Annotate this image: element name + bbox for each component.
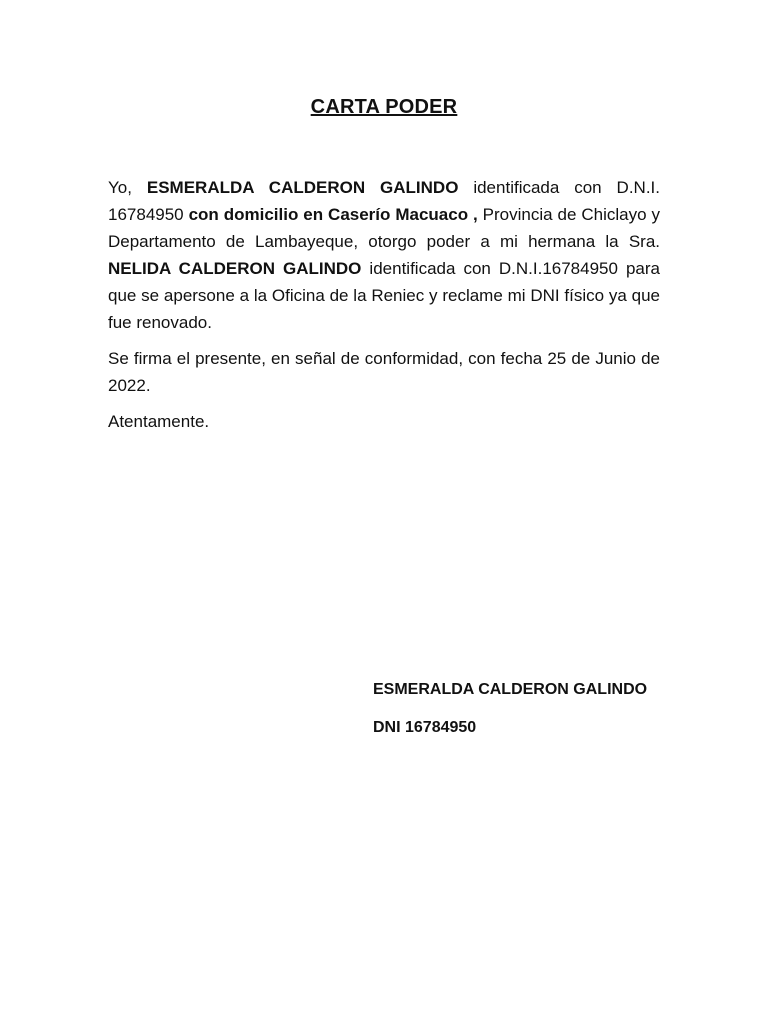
grantee-name: NELIDA CALDERON GALINDO bbox=[108, 259, 362, 278]
text-segment: identificada con D.N.I. 16784950 bbox=[108, 178, 660, 224]
paragraph-power-of-attorney bbox=[108, 174, 660, 336]
grantor-name: ESMERALDA CALDERON GALINDO bbox=[146, 178, 459, 197]
document-body bbox=[108, 174, 660, 435]
signature-block bbox=[373, 678, 647, 740]
text-segment: Yo, bbox=[108, 178, 147, 197]
text-segment: identificada con D.N.I.16784950 para que se apersone a la Oficina de la Reniec y reclame mi DNI físico ya que fue renovado. bbox=[108, 259, 660, 332]
document-title: CARTA PODER bbox=[310, 96, 458, 118]
signature-name: ESMERALDA CALDERON GALINDO bbox=[373, 681, 648, 698]
paragraph-signing-date: Se firma el presente, en señal de conformidad, con fecha 25 de Junio de 2022. bbox=[108, 349, 660, 395]
address-phrase: con domicilio en Caserío Macuaco , bbox=[188, 205, 478, 224]
signature-dni: DNI 16784950 bbox=[373, 719, 477, 736]
closing-text: Atentamente. bbox=[108, 412, 210, 431]
text-segment: Provincia de Chiclayo y Departamento de Lambayeque, otorgo poder a mi hermana la Sra. bbox=[108, 205, 660, 251]
